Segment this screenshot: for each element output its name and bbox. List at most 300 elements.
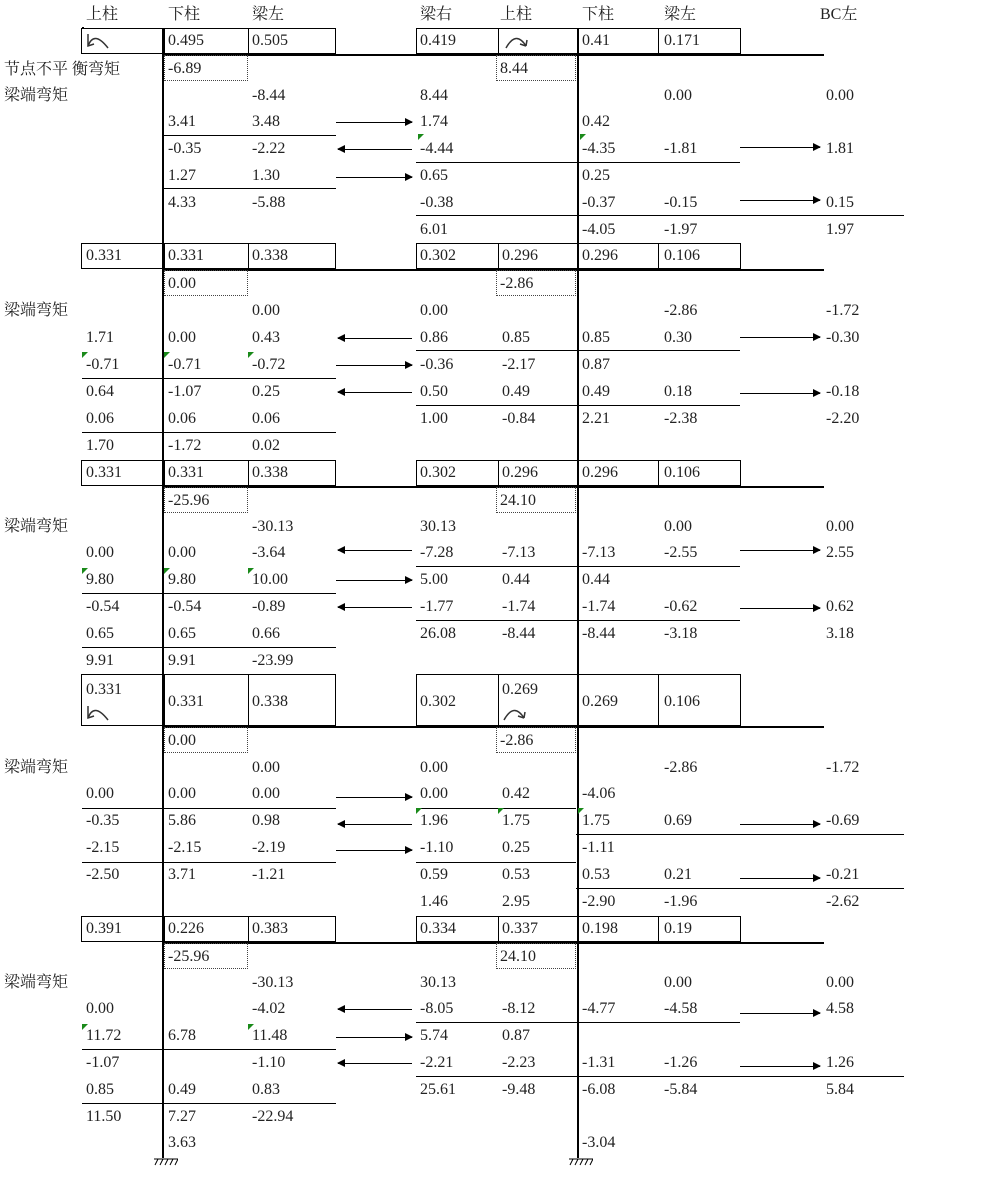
distribution-factor: 0.331 bbox=[168, 693, 204, 710]
moment-value: -3.18 bbox=[664, 625, 698, 642]
moment-value: 0.00 bbox=[664, 518, 692, 535]
moment-value: -0.69 bbox=[826, 812, 860, 829]
distribution-factor: 0.226 bbox=[168, 920, 204, 937]
distribution-factor: 0.296 bbox=[582, 247, 618, 264]
moment-value: 0.00 bbox=[664, 974, 692, 991]
moment-value: 1.26 bbox=[826, 1054, 854, 1071]
moment-value: -8.44 bbox=[582, 625, 616, 642]
underline bbox=[82, 593, 336, 594]
moment-value: -0.71 bbox=[168, 356, 202, 373]
moment-value: 5.74 bbox=[420, 1027, 448, 1044]
moment-value: 0.42 bbox=[582, 113, 610, 130]
moment-arrow-icon bbox=[82, 700, 112, 724]
moment-value: -2.15 bbox=[168, 839, 202, 856]
underline bbox=[416, 862, 576, 863]
moment-value: 0.43 bbox=[252, 329, 280, 346]
moment-value: 11.48 bbox=[252, 1027, 288, 1044]
moment-value: -1.97 bbox=[664, 221, 698, 238]
arrow-icon bbox=[336, 797, 412, 798]
underline bbox=[576, 350, 740, 351]
unbalanced-moment: 24.10 bbox=[500, 948, 536, 965]
column-header: 下柱 bbox=[582, 6, 615, 23]
moment-value: -23.99 bbox=[252, 652, 294, 669]
moment-value: 4.58 bbox=[826, 1000, 854, 1017]
moment-value: 1.81 bbox=[826, 140, 854, 157]
moment-value: 1.27 bbox=[168, 167, 196, 184]
cell-sep bbox=[658, 916, 659, 942]
moment-value: -4.02 bbox=[252, 1000, 286, 1017]
distribution-factor: 0.302 bbox=[420, 693, 456, 710]
moment-value: -0.15 bbox=[664, 194, 698, 211]
moment-value: -1.11 bbox=[582, 839, 615, 856]
moment-value: 0.49 bbox=[582, 383, 610, 400]
moment-value: 0.00 bbox=[86, 785, 114, 802]
moment-value: 0.00 bbox=[420, 302, 448, 319]
moment-value: 0.98 bbox=[252, 812, 280, 829]
moment-value: 9.91 bbox=[86, 652, 114, 669]
moment-value: -0.72 bbox=[252, 356, 286, 373]
arrow-icon bbox=[336, 365, 412, 366]
cell-marker-icon bbox=[82, 352, 88, 358]
distribution-factor: 0.338 bbox=[252, 464, 288, 481]
moment-value: 0.00 bbox=[168, 544, 196, 561]
column-line bbox=[577, 28, 579, 1158]
distribution-factor: 0.337 bbox=[502, 920, 538, 937]
beam-end-moment-label: 梁端弯矩 bbox=[4, 302, 69, 319]
moment-value: 0.25 bbox=[582, 167, 610, 184]
moment-value: 0.25 bbox=[502, 839, 530, 856]
cell-marker-icon bbox=[248, 568, 254, 574]
underline bbox=[416, 566, 576, 567]
header-rule bbox=[82, 27, 84, 28]
underline bbox=[164, 378, 336, 379]
underline bbox=[82, 378, 164, 379]
moment-value: 0.44 bbox=[502, 571, 530, 588]
moment-value: -1.72 bbox=[168, 437, 202, 454]
distribution-factor: 0.296 bbox=[502, 464, 538, 481]
unbalanced-moment: 0.00 bbox=[168, 732, 196, 749]
distribution-factor: 0.334 bbox=[420, 920, 456, 937]
moment-value: -1.74 bbox=[582, 598, 616, 615]
cell-sep bbox=[164, 674, 165, 726]
moment-value: 3.41 bbox=[168, 113, 196, 130]
beam-line bbox=[164, 942, 824, 944]
cell-sep bbox=[658, 460, 659, 486]
distribution-factor: 0.331 bbox=[86, 247, 122, 264]
moment-value: -6.08 bbox=[582, 1081, 616, 1098]
moment-value: -7.13 bbox=[502, 544, 536, 561]
cell-sep bbox=[164, 460, 165, 486]
moment-value: 2.95 bbox=[502, 893, 530, 910]
distribution-factor: 0.171 bbox=[664, 32, 700, 49]
cell-marker-icon bbox=[82, 1024, 88, 1030]
moment-value: 4.33 bbox=[168, 194, 196, 211]
beam-line bbox=[164, 726, 824, 728]
moment-value: -1.10 bbox=[420, 839, 454, 856]
moment-value: -2.21 bbox=[420, 1054, 454, 1071]
moment-value: 0.00 bbox=[252, 302, 280, 319]
underline bbox=[164, 135, 336, 136]
moment-value: 0.15 bbox=[826, 194, 854, 211]
distribution-factor: 0.495 bbox=[168, 32, 204, 49]
moment-value: -2.86 bbox=[664, 759, 698, 776]
moment-value: 0.00 bbox=[168, 785, 196, 802]
moment-value: 25.61 bbox=[420, 1081, 456, 1098]
moment-value: -22.94 bbox=[252, 1108, 294, 1125]
fixed-support-icon bbox=[154, 1158, 178, 1168]
moment-value: 1.74 bbox=[420, 113, 448, 130]
unbalanced-moment: 8.44 bbox=[500, 60, 528, 77]
moment-arrow-icon bbox=[500, 700, 530, 724]
distribution-factor: 0.296 bbox=[582, 464, 618, 481]
moment-value: -30.13 bbox=[252, 974, 294, 991]
arrow-icon bbox=[336, 1037, 412, 1038]
distribution-factor: 0.419 bbox=[420, 32, 456, 49]
moment-value: -1.72 bbox=[826, 302, 860, 319]
moment-value: -2.23 bbox=[502, 1054, 536, 1071]
underline bbox=[82, 1049, 336, 1050]
column-header: 梁左 bbox=[664, 6, 697, 23]
beam-end-moment-label: 梁端弯矩 bbox=[4, 974, 69, 991]
moment-value: 11.50 bbox=[86, 1108, 122, 1125]
moment-value: -0.71 bbox=[86, 356, 120, 373]
moment-value: -0.36 bbox=[420, 356, 454, 373]
moment-value: -3.64 bbox=[252, 544, 286, 561]
column-header: 上柱 bbox=[500, 6, 533, 23]
moment-value: 0.00 bbox=[664, 87, 692, 104]
moment-value: 3.71 bbox=[168, 866, 196, 883]
beam-end-moment-label: 梁端弯矩 bbox=[4, 518, 69, 535]
moment-value: 0.00 bbox=[86, 1000, 114, 1017]
moment-value: -2.38 bbox=[664, 410, 698, 427]
moment-value: 26.08 bbox=[420, 625, 456, 642]
moment-value: 1.97 bbox=[826, 221, 854, 238]
distribution-factor: 0.302 bbox=[420, 247, 456, 264]
cell-sep bbox=[498, 28, 499, 54]
moment-value: 7.27 bbox=[168, 1108, 196, 1125]
moment-value: -2.86 bbox=[664, 302, 698, 319]
moment-value: 0.85 bbox=[502, 329, 530, 346]
moment-value: 0.69 bbox=[664, 812, 692, 829]
moment-value: -1.96 bbox=[664, 893, 698, 910]
unbalanced-moment: -25.96 bbox=[168, 492, 210, 509]
moment-value: 0.30 bbox=[664, 329, 692, 346]
cell-sep bbox=[498, 674, 499, 726]
moment-value: 0.00 bbox=[252, 759, 280, 776]
moment-value: 9.80 bbox=[86, 571, 114, 588]
moment-value: -8.44 bbox=[252, 87, 286, 104]
cell-marker-icon bbox=[416, 808, 422, 814]
moment-value: 1.96 bbox=[420, 812, 448, 829]
unbalanced-moment: 0.00 bbox=[168, 275, 196, 292]
underline bbox=[576, 405, 740, 406]
distribution-factor: 0.106 bbox=[664, 693, 700, 710]
moment-value: -4.44 bbox=[420, 140, 454, 157]
column-header: BC左 bbox=[820, 6, 858, 23]
moment-value: -0.62 bbox=[664, 598, 698, 615]
moment-value: 5.00 bbox=[420, 571, 448, 588]
cell-sep bbox=[248, 916, 249, 942]
distribution-factor: 0.106 bbox=[664, 464, 700, 481]
moment-value: 0.49 bbox=[168, 1081, 196, 1098]
column-header: 梁左 bbox=[252, 6, 285, 23]
cell-sep bbox=[248, 243, 249, 269]
moment-value: 0.00 bbox=[420, 785, 448, 802]
distribution-factor: 0.331 bbox=[86, 464, 122, 481]
moment-value: 0.87 bbox=[502, 1027, 530, 1044]
moment-value: 9.91 bbox=[168, 652, 196, 669]
moment-value: -0.89 bbox=[252, 598, 286, 615]
underline bbox=[416, 350, 576, 351]
moment-value: -1.81 bbox=[664, 140, 698, 157]
moment-value: 0.53 bbox=[502, 866, 530, 883]
moment-value: 0.06 bbox=[86, 410, 114, 427]
moment-value: -1.07 bbox=[86, 1054, 120, 1071]
moment-value: 1.70 bbox=[86, 437, 114, 454]
cell-sep bbox=[164, 243, 165, 269]
unbalanced-moment: -2.86 bbox=[500, 275, 534, 292]
moment-value: 0.18 bbox=[664, 383, 692, 400]
moment-value: 0.00 bbox=[826, 974, 854, 991]
moment-arrow-icon bbox=[82, 28, 112, 52]
moment-value: 0.65 bbox=[168, 625, 196, 642]
moment-value: 0.44 bbox=[582, 571, 610, 588]
moment-value: 0.83 bbox=[252, 1081, 280, 1098]
underline bbox=[416, 162, 576, 163]
moment-value: 0.62 bbox=[826, 598, 854, 615]
arrow-icon bbox=[338, 1063, 412, 1064]
beam-line bbox=[164, 486, 824, 488]
moment-value: 0.00 bbox=[168, 329, 196, 346]
distribution-factor: 0.269 bbox=[502, 681, 538, 698]
moment-value: -2.19 bbox=[252, 839, 286, 856]
moment-value: -2.50 bbox=[86, 866, 120, 883]
moment-value: 30.13 bbox=[420, 974, 456, 991]
moment-value: 8.44 bbox=[420, 87, 448, 104]
moment-value: -8.12 bbox=[502, 1000, 536, 1017]
moment-value: -1.31 bbox=[582, 1054, 616, 1071]
moment-value: 1.75 bbox=[502, 812, 530, 829]
underline bbox=[576, 1022, 740, 1023]
arrow-icon bbox=[740, 878, 820, 879]
distribution-factor: 0.41 bbox=[582, 32, 610, 49]
moment-value: -0.35 bbox=[86, 812, 120, 829]
moment-value: 0.00 bbox=[420, 759, 448, 776]
underline bbox=[576, 566, 740, 567]
moment-value: -2.90 bbox=[582, 893, 616, 910]
moment-value: 6.78 bbox=[168, 1027, 196, 1044]
moment-value: -1.72 bbox=[826, 759, 860, 776]
moment-value: 30.13 bbox=[420, 518, 456, 535]
underline bbox=[576, 888, 904, 889]
moment-value: -0.54 bbox=[168, 598, 202, 615]
moment-value: -8.44 bbox=[502, 625, 536, 642]
cell-sep bbox=[248, 28, 249, 54]
moment-value: -2.17 bbox=[502, 356, 536, 373]
moment-value: 3.63 bbox=[168, 1134, 196, 1151]
arrow-icon bbox=[740, 147, 820, 148]
unbalanced-moment: 24.10 bbox=[500, 492, 536, 509]
arrow-icon bbox=[336, 122, 412, 123]
moment-value: 0.25 bbox=[252, 383, 280, 400]
moment-value: 1.71 bbox=[86, 329, 114, 346]
cell-marker-icon bbox=[578, 808, 584, 814]
moment-value: 3.18 bbox=[826, 625, 854, 642]
moment-value: 0.06 bbox=[168, 410, 196, 427]
distribution-factor: 0.19 bbox=[664, 920, 692, 937]
moment-value: -5.84 bbox=[664, 1081, 698, 1098]
column-header: 上柱 bbox=[86, 6, 119, 23]
moment-value: -4.06 bbox=[582, 785, 616, 802]
arrow-icon bbox=[740, 608, 820, 609]
dist-box-left bbox=[81, 28, 336, 54]
underline bbox=[576, 162, 740, 163]
cell-sep bbox=[248, 460, 249, 486]
distribution-factor: 0.331 bbox=[168, 464, 204, 481]
cell-marker-icon bbox=[82, 568, 88, 574]
moment-value: -2.22 bbox=[252, 140, 286, 157]
arrow-icon bbox=[338, 392, 412, 393]
underline bbox=[416, 1022, 576, 1023]
moment-value: -1.10 bbox=[252, 1054, 286, 1071]
cell-marker-icon bbox=[164, 352, 170, 358]
arrow-icon bbox=[338, 149, 412, 150]
moment-value: -2.55 bbox=[664, 544, 698, 561]
moment-value: 0.49 bbox=[502, 383, 530, 400]
moment-value: -5.88 bbox=[252, 194, 286, 211]
arrow-icon bbox=[740, 1013, 820, 1014]
beam-line bbox=[164, 54, 824, 56]
moment-value: 2.55 bbox=[826, 544, 854, 561]
distribution-factor: 0.338 bbox=[252, 247, 288, 264]
distribution-factor: 0.331 bbox=[86, 681, 122, 698]
arrow-icon bbox=[740, 393, 820, 394]
moment-value: -4.35 bbox=[582, 140, 616, 157]
arrow-icon bbox=[338, 607, 412, 608]
underline bbox=[416, 405, 576, 406]
moment-value: 9.80 bbox=[168, 571, 196, 588]
distribution-factor: 0.383 bbox=[252, 920, 288, 937]
moment-value: -7.28 bbox=[420, 544, 454, 561]
beam-end-moment-label: 梁端弯矩 bbox=[4, 759, 69, 776]
moment-value: 2.21 bbox=[582, 410, 610, 427]
moment-value: -3.04 bbox=[582, 1134, 616, 1151]
moment-value: -2.15 bbox=[86, 839, 120, 856]
underline bbox=[82, 647, 336, 648]
unbalanced-moment: -25.96 bbox=[168, 948, 210, 965]
distribution-factor: 0.296 bbox=[502, 247, 538, 264]
fixed-support-icon bbox=[569, 1158, 593, 1168]
moment-value: -1.07 bbox=[168, 383, 202, 400]
moment-value: 0.85 bbox=[582, 329, 610, 346]
arrow-icon bbox=[338, 824, 412, 825]
moment-value: -0.38 bbox=[420, 194, 454, 211]
moment-value: -1.74 bbox=[502, 598, 536, 615]
arrow-icon bbox=[740, 824, 820, 825]
moment-value: 0.06 bbox=[252, 410, 280, 427]
underline bbox=[416, 1076, 904, 1077]
cell-sep bbox=[658, 674, 659, 726]
moment-value: -0.37 bbox=[582, 194, 616, 211]
moment-value: 0.59 bbox=[420, 866, 448, 883]
moment-value: 1.46 bbox=[420, 893, 448, 910]
underline bbox=[82, 432, 336, 433]
moment-value: 0.65 bbox=[420, 167, 448, 184]
moment-value: 5.86 bbox=[168, 812, 196, 829]
moment-value: 0.00 bbox=[252, 785, 280, 802]
cell-sep bbox=[498, 243, 499, 269]
arrow-icon bbox=[740, 337, 820, 338]
distribution-factor: 0.302 bbox=[420, 464, 456, 481]
cell-marker-icon bbox=[580, 134, 586, 140]
cell-sep bbox=[658, 243, 659, 269]
moment-value: -1.77 bbox=[420, 598, 454, 615]
underline bbox=[576, 834, 904, 835]
distribution-factor: 0.505 bbox=[252, 32, 288, 49]
moment-value: 0.42 bbox=[502, 785, 530, 802]
beam-end-moment-label: 梁端弯矩 bbox=[4, 87, 69, 104]
column-header: 下柱 bbox=[168, 6, 201, 23]
cell-marker-icon bbox=[164, 568, 170, 574]
moment-value: -7.13 bbox=[582, 544, 616, 561]
cell-sep bbox=[164, 916, 165, 942]
cell-sep bbox=[164, 28, 165, 54]
moment-value: 0.00 bbox=[86, 544, 114, 561]
cell-sep bbox=[498, 916, 499, 942]
arrow-icon bbox=[740, 200, 820, 201]
arrow-icon bbox=[338, 1009, 412, 1010]
moment-value: 11.72 bbox=[86, 1027, 122, 1044]
moment-value: -0.21 bbox=[826, 866, 860, 883]
column-line bbox=[162, 28, 164, 1158]
moment-value: -4.58 bbox=[664, 1000, 698, 1017]
moment-value: 0.02 bbox=[252, 437, 280, 454]
moment-value: -9.48 bbox=[502, 1081, 536, 1098]
arrow-icon bbox=[338, 338, 412, 339]
moment-value: -2.62 bbox=[826, 893, 860, 910]
distribution-factor: 0.338 bbox=[252, 693, 288, 710]
unbalanced-moment: -2.86 bbox=[500, 732, 534, 749]
moment-value: -0.18 bbox=[826, 383, 860, 400]
unbalanced-label: 节点不平 衡弯矩 bbox=[4, 61, 121, 78]
cell-sep bbox=[248, 674, 249, 726]
moment-value: -1.21 bbox=[252, 866, 286, 883]
moment-value: 0.87 bbox=[582, 356, 610, 373]
moment-arrow-icon bbox=[502, 28, 532, 52]
moment-value: 1.00 bbox=[420, 410, 448, 427]
cell-sep bbox=[498, 460, 499, 486]
moment-value: -2.20 bbox=[826, 410, 860, 427]
moment-value: -0.30 bbox=[826, 329, 860, 346]
underline bbox=[82, 862, 336, 863]
moment-value: -0.35 bbox=[168, 140, 202, 157]
moment-value: 0.64 bbox=[86, 383, 114, 400]
arrow-icon bbox=[740, 1066, 820, 1067]
moment-value: 0.00 bbox=[826, 87, 854, 104]
moment-value: -0.54 bbox=[86, 598, 120, 615]
moment-value: 1.75 bbox=[582, 812, 610, 829]
moment-value: 0.65 bbox=[86, 625, 114, 642]
distribution-factor: 0.391 bbox=[86, 920, 122, 937]
underline bbox=[82, 1103, 336, 1104]
cell-marker-icon bbox=[418, 134, 424, 140]
cell-sep bbox=[658, 28, 659, 54]
distribution-factor: 0.269 bbox=[582, 693, 618, 710]
arrow-icon bbox=[336, 177, 412, 178]
arrow-icon bbox=[336, 850, 412, 851]
moment-value: 0.53 bbox=[582, 866, 610, 883]
unbalanced-moment: -6.89 bbox=[168, 60, 202, 77]
